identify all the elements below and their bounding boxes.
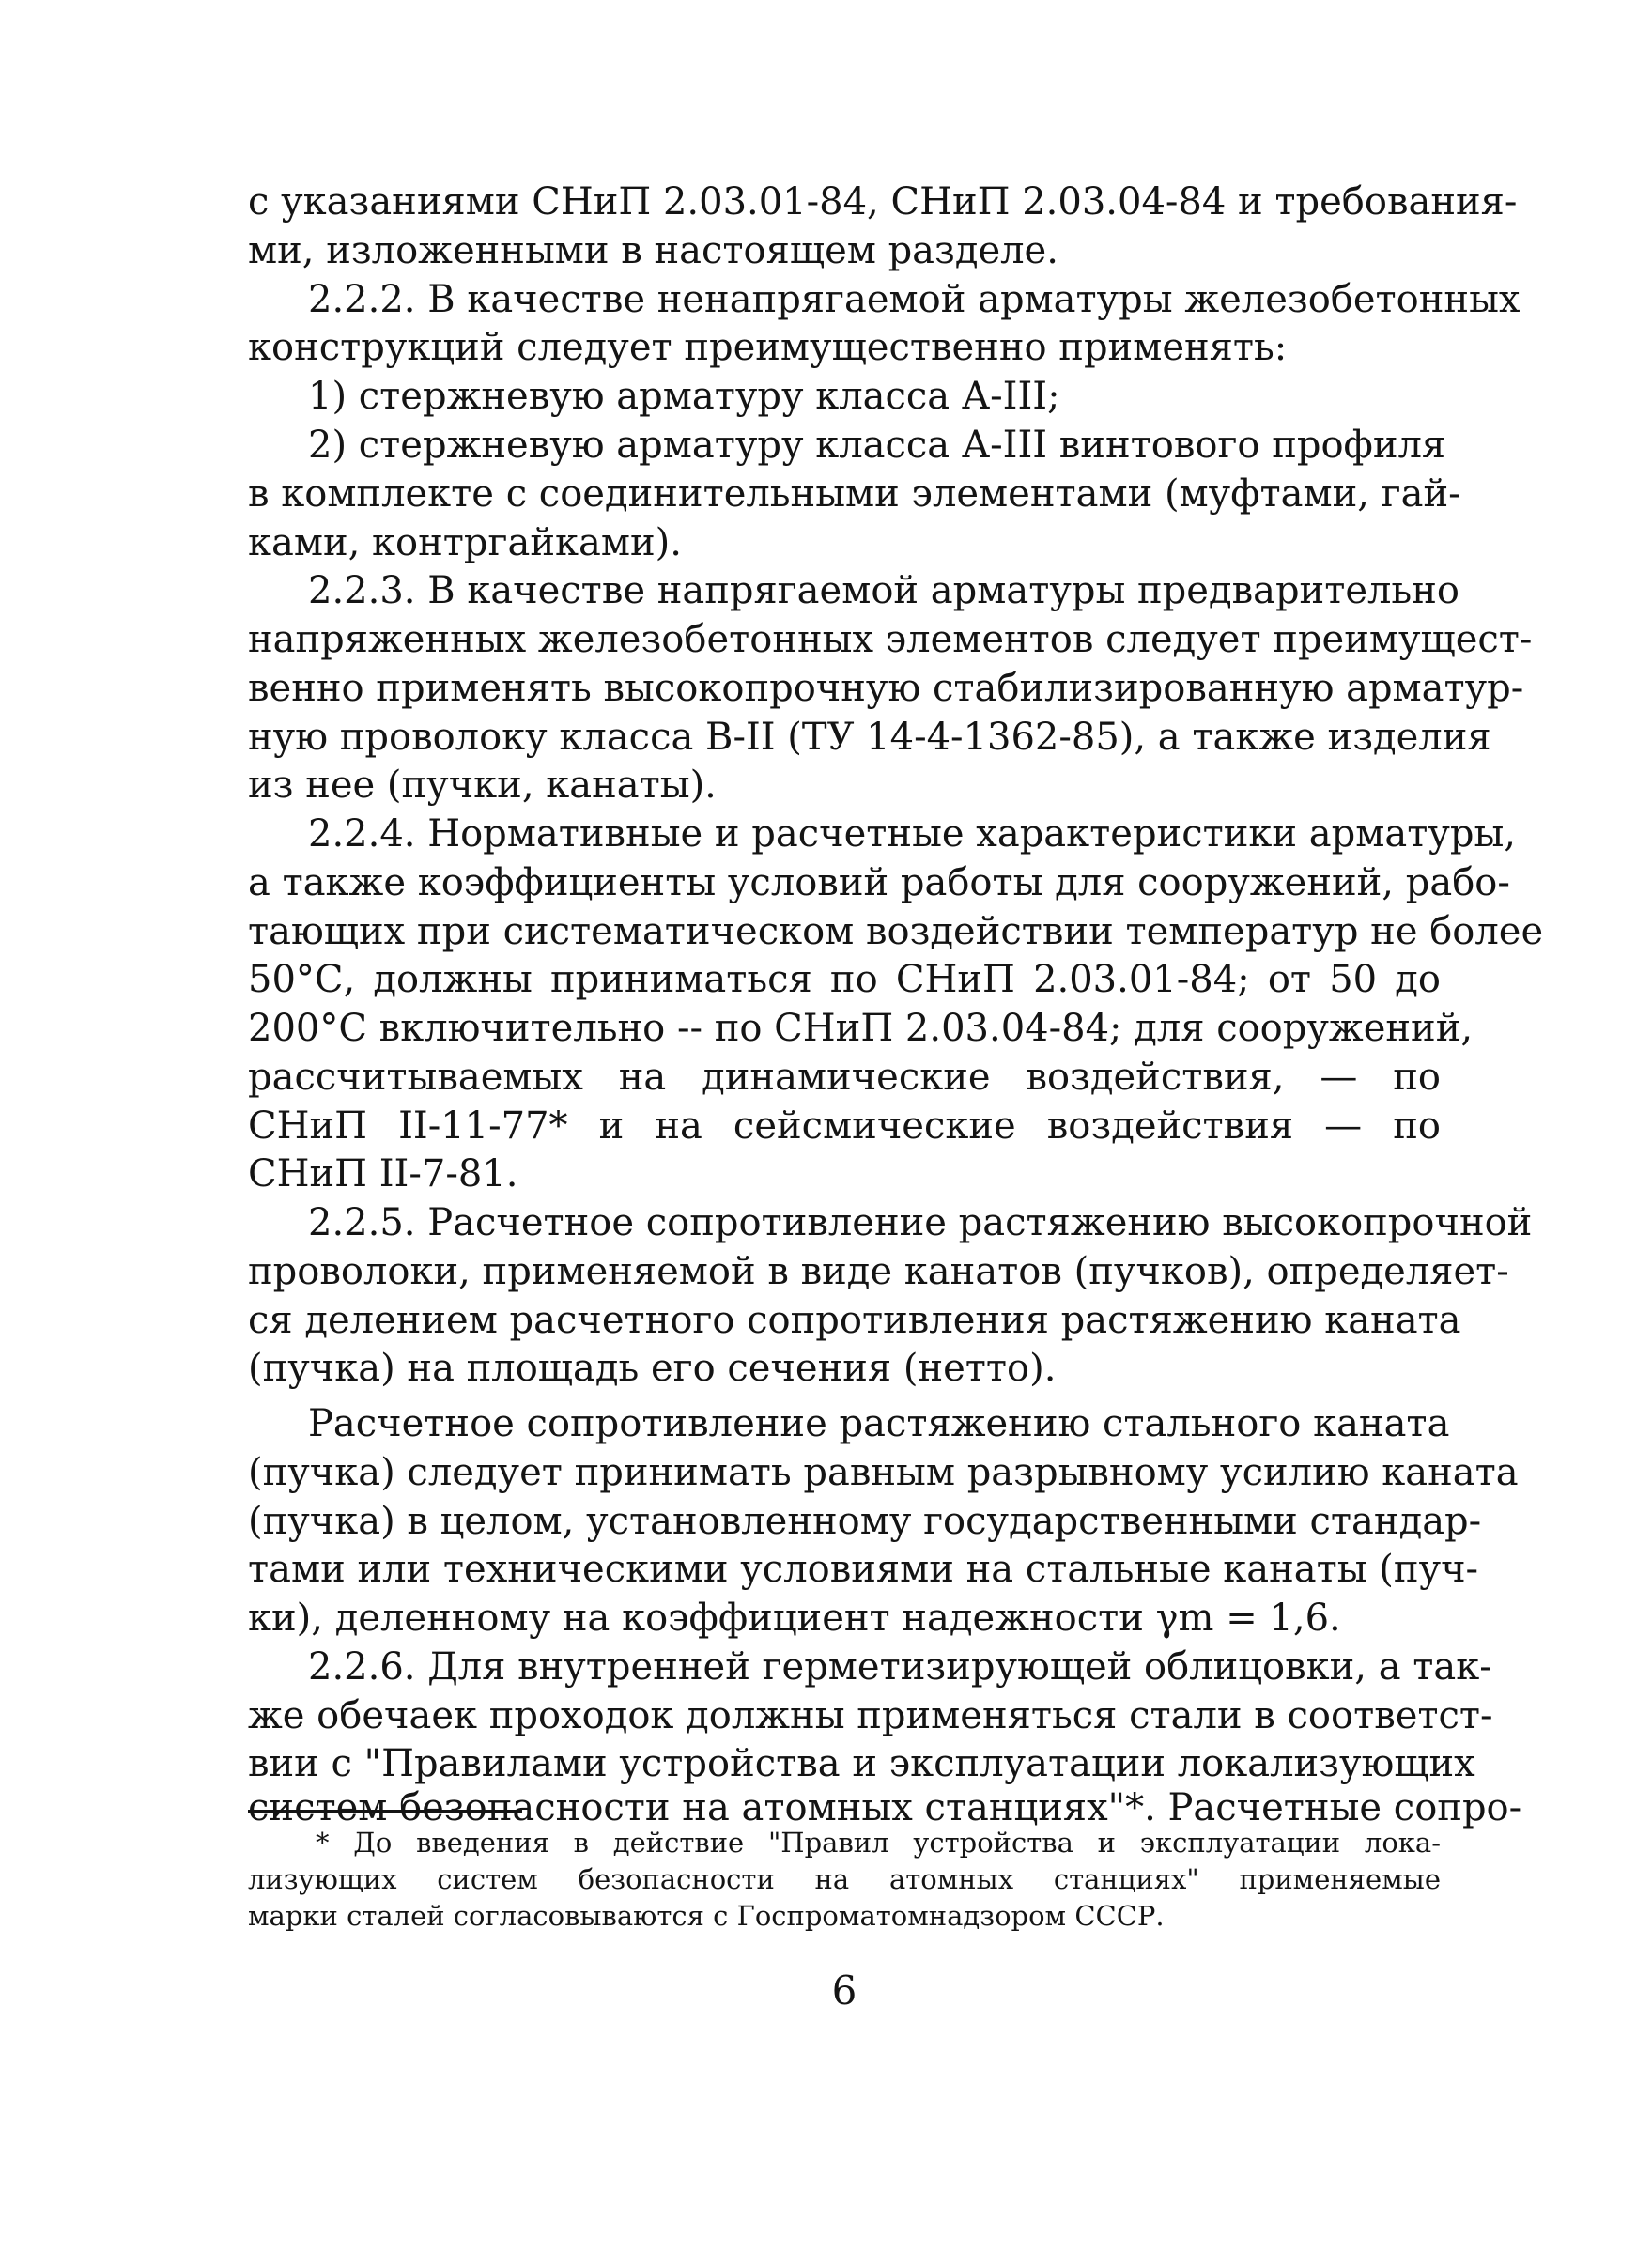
text-line: СНиП II-7-81. xyxy=(248,1152,518,1196)
text-line: из нее (пучки, канаты). xyxy=(248,764,717,807)
text-line: 200°С включительно -- по СНиП 2.03.04-84; для сооружений, xyxy=(248,1007,1474,1050)
text-line: ки), деленному на коэффициент надежности γm = 1,6. xyxy=(248,1597,1341,1640)
text-line: напряженных железобетонных элементов следует преимущест- xyxy=(248,618,1533,661)
page-number: 6 xyxy=(831,1968,857,2014)
text-line: (пучка) в целом, установленному государственными стандар- xyxy=(248,1500,1482,1543)
text-line: Расчетное сопротивление растяжению стального каната xyxy=(308,1402,1450,1445)
text-line: ся делением расчетного сопротивления растяжению каната xyxy=(248,1299,1461,1342)
footnote-line: марки сталей согласовываются с Госпроматомнадзором СССР. xyxy=(248,1900,1165,1932)
footnote-separator xyxy=(248,1810,522,1813)
footnote-line: * До введения в действие "Правил устройства и эксплуатации лока- xyxy=(316,1827,1441,1859)
text-line: тами или техническими условиями на стальные канаты (пуч- xyxy=(248,1548,1479,1591)
text-line: СНиП II-11-77* и на сейсмические воздействия — по xyxy=(248,1104,1441,1148)
text-line: (пучка) на площадь его сечения (нетто). xyxy=(248,1347,1057,1390)
text-line: 2.2.4. Нормативные и расчетные характеристики арматуры, xyxy=(308,812,1517,856)
text-line: 50°С, должны приниматься по СНиП 2.03.01-84; от 50 до xyxy=(248,958,1441,1001)
text-line: рассчитываемых на динамические воздействия, — по xyxy=(248,1056,1441,1099)
footnote-line: лизующих систем безопасности на атомных станциях" применяемые xyxy=(248,1863,1441,1895)
text-line: а также коэффициенты условий работы для сооружений, рабо- xyxy=(248,861,1510,904)
text-line: ми, изложенными в настоящем разделе. xyxy=(248,229,1058,272)
text-line: 2.2.3. В качестве напрягаемой арматуры предварительно xyxy=(308,569,1459,612)
text-line: (пучка) следует принимать равным разрывному усилию каната xyxy=(248,1451,1519,1494)
text-line: 2) стержневую арматуру класса А-III винтового профиля xyxy=(308,424,1446,467)
text-line: 2.2.6. Для внутренней герметизирующей облицовки, а так- xyxy=(308,1645,1492,1689)
text-line: 1) стержневую арматуру класса А-III; xyxy=(308,375,1060,418)
text-line: ную проволоку класса В-II (ТУ 14-4-1362-85), а также изделия xyxy=(248,716,1491,759)
text-line: конструкций следует преимущественно применять: xyxy=(248,326,1288,369)
text-line: тающих при систематическом воздействии температур не более xyxy=(248,910,1544,953)
text-line: систем безопасности на атомных станциях"*. Расчетные сопро- xyxy=(248,1786,1522,1829)
text-line: с указаниями СНиП 2.03.01-84, СНиП 2.03.04-84 и требования- xyxy=(248,180,1518,224)
text-line: вии с "Правилами устройства и эксплуатации локализующих xyxy=(248,1742,1475,1785)
text-line: проволоки, применяемой в виде канатов (пучков), определяет- xyxy=(248,1250,1509,1293)
text-line: 2.2.2. В качестве ненапрягаемой арматуры железобетонных xyxy=(308,278,1521,321)
text-line: венно применять высокопрочную стабилизированную арматур- xyxy=(248,667,1524,710)
text-line: 2.2.5. Расчетное сопротивление растяжению высокопрочной xyxy=(308,1201,1533,1244)
text-line: же обечаек проходок должны применяться стали в соответст- xyxy=(248,1694,1493,1737)
text-line: в комплекте с соединительными элементами (муфтами, гай- xyxy=(248,472,1461,516)
text-line: ками, контргайками). xyxy=(248,521,682,564)
